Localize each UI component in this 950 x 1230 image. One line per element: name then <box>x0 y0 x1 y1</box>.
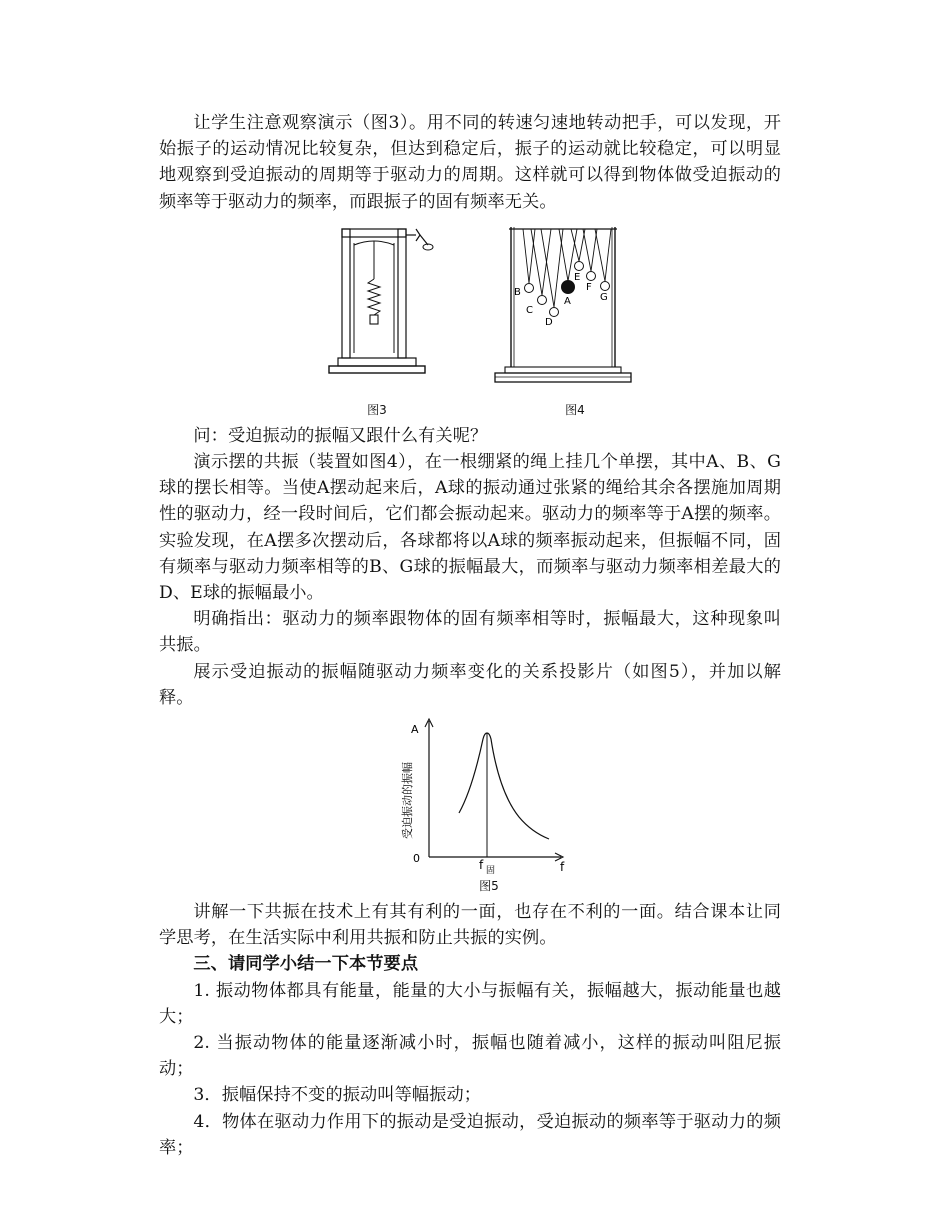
origin-label: 0 <box>413 852 420 866</box>
paragraph-resonance-definition: 明确指出：驱动力的频率跟物体的固有频率相等时，振幅最大，这种现象叫共振。 <box>159 609 781 656</box>
figure4-pendulums <box>493 223 633 395</box>
paragraph-resonance-pros-cons: 讲解一下共振在技术上有其有利的一面，也存在不利的一面。结合课本让同学思考，在生活实际中利用共振和防止共振的实例。 <box>159 902 781 949</box>
summary-item-2: 2. 当振动物体的能量逐渐减小时，振幅也随着减小，这样的振动叫阻尼振动； <box>159 1033 781 1080</box>
pendulum-label-c: C <box>526 304 533 316</box>
figure5-caption: 图5 <box>479 879 499 894</box>
peak-label-f: f <box>479 858 484 873</box>
pendulum-label-g: G <box>600 291 608 303</box>
figure5-container <box>159 717 781 899</box>
pendulum-label-f: F <box>586 281 592 293</box>
paragraph-show-figure5: 展示受迫振动的振幅随驱动力频率变化的关系投影片（如图5），并加以解释。 <box>159 661 781 708</box>
paragraph-question: 问：受迫振动的振幅又跟什么有关呢？ <box>193 425 488 446</box>
figure-row-3-4 <box>159 223 781 419</box>
summary-item-3: 3．振幅保持不变的振动叫等幅振动； <box>193 1085 482 1106</box>
y-axis-label: 受迫振动的振幅 <box>401 762 414 840</box>
document-page <box>159 110 781 1161</box>
summary-item-1: 1. 振动物体都具有能量，能量的大小与振幅有关，振幅越大，振动能量也越大； <box>159 980 781 1027</box>
x-axis-letter: f <box>560 860 565 875</box>
figure3-apparatus <box>324 223 436 393</box>
figure4-caption: 图4 <box>565 402 585 417</box>
section-heading-summary: 三、请同学小结一下本节要点 <box>193 954 419 975</box>
summary-item-4: 4．物体在驱动力作用下的振动是受迫振动，受迫振动的频率等于驱动力的频率； <box>159 1111 781 1158</box>
pendulum-label-e: E <box>574 271 581 283</box>
paragraph-resonance-demo: 演示摆的共振（装置如图4），在一根绷紧的绳上挂几个单摆，其中A、B、G球的摆长相等。当使A摆动起来后，A球的振动通过张紧的绳给其余各摆施加周期性的驱动力，经一段时间后，它们都会振动起来。驱动力的频率等于A摆的频率。实验发现，在A摆多次摆动后，各球都将以A球的频率振动起来，但振幅不同，固有频率与驱动力频率相等的B、G球的振幅最大，而频率与驱动力频率相差最大的D、E球的振幅最小。 <box>159 452 781 604</box>
pendulum-label-a: A <box>564 295 571 307</box>
paragraph-intro: 让学生注意观察演示（图3）。用不同的转速匀速地转动把手，可以发现，开始振子的运动情况比较复杂，但达到稳定后，振子的运动就比较稳定，可以明显地观察到受迫振动的周期等于驱动力的周期。这样就可以得到物体做受迫振动的频率等于驱动力的频率，而跟振子的固有频率无关。 <box>159 113 781 212</box>
figure3-caption: 图3 <box>367 402 387 417</box>
pendulum-label-d: D <box>545 316 553 328</box>
figure5-resonance-curve <box>403 717 583 899</box>
peak-label-subscript: 固 <box>486 866 496 877</box>
y-axis-letter: A <box>411 723 419 737</box>
pendulum-label-b: B <box>514 286 521 298</box>
